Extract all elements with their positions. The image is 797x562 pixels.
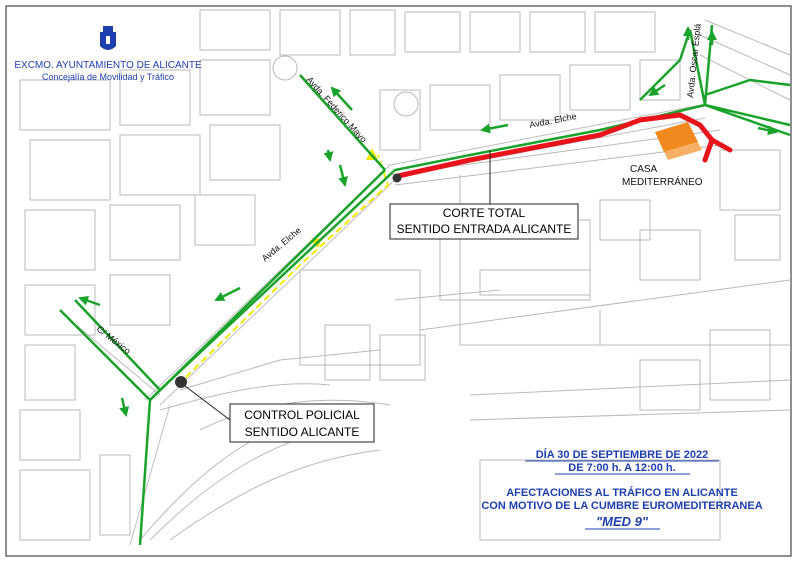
street-label-avda-elche-diagonal: Avda. Elche (259, 225, 303, 264)
street-label-avda-federico-mayo: Avda. Federico Mayo (304, 74, 369, 145)
closure-callout (390, 204, 578, 239)
department-name: Concejalía de Movilidad y Tráfico (41, 72, 175, 82)
organization-name: EXCMO. AYUNTAMIENTO DE ALICANTE (14, 60, 202, 71)
notice-title-line1: AFECTACIONES AL TRÁFICO EN ALICANTE (506, 487, 738, 499)
control-label-direction: SENTIDO ALICANTE (244, 425, 360, 439)
street-label-avda-oscar-espla: Avda. Oscar Esplá (685, 23, 703, 99)
closure-point-marker (393, 174, 402, 183)
closure-label-title: CORTE TOTAL (442, 206, 526, 220)
control-callout (230, 404, 374, 442)
street-label-avda-elche: Avda. Elche (528, 111, 578, 130)
closure-label-direction: SENTIDO ENTRADA ALICANTE (396, 222, 572, 236)
landmark-label-line1: CASA (630, 164, 658, 175)
control-label-title: CONTROL POLICIAL (244, 408, 360, 422)
notice-event-name: "MED 9" (595, 514, 649, 529)
notice-date: DÍA 30 DE SEPTIEMBRE DE 2022 (535, 449, 709, 461)
street-label-c-mexico: C/ México (94, 323, 133, 357)
notice-title-line2: CON MOTIVO DE LA CUMBRE EUROMEDITERRANEA (481, 500, 763, 512)
notice-hours: DE 7:00 h. A 12:00 h. (568, 462, 676, 474)
landmark-label-line2: MEDITERRÁNEO (622, 177, 703, 188)
